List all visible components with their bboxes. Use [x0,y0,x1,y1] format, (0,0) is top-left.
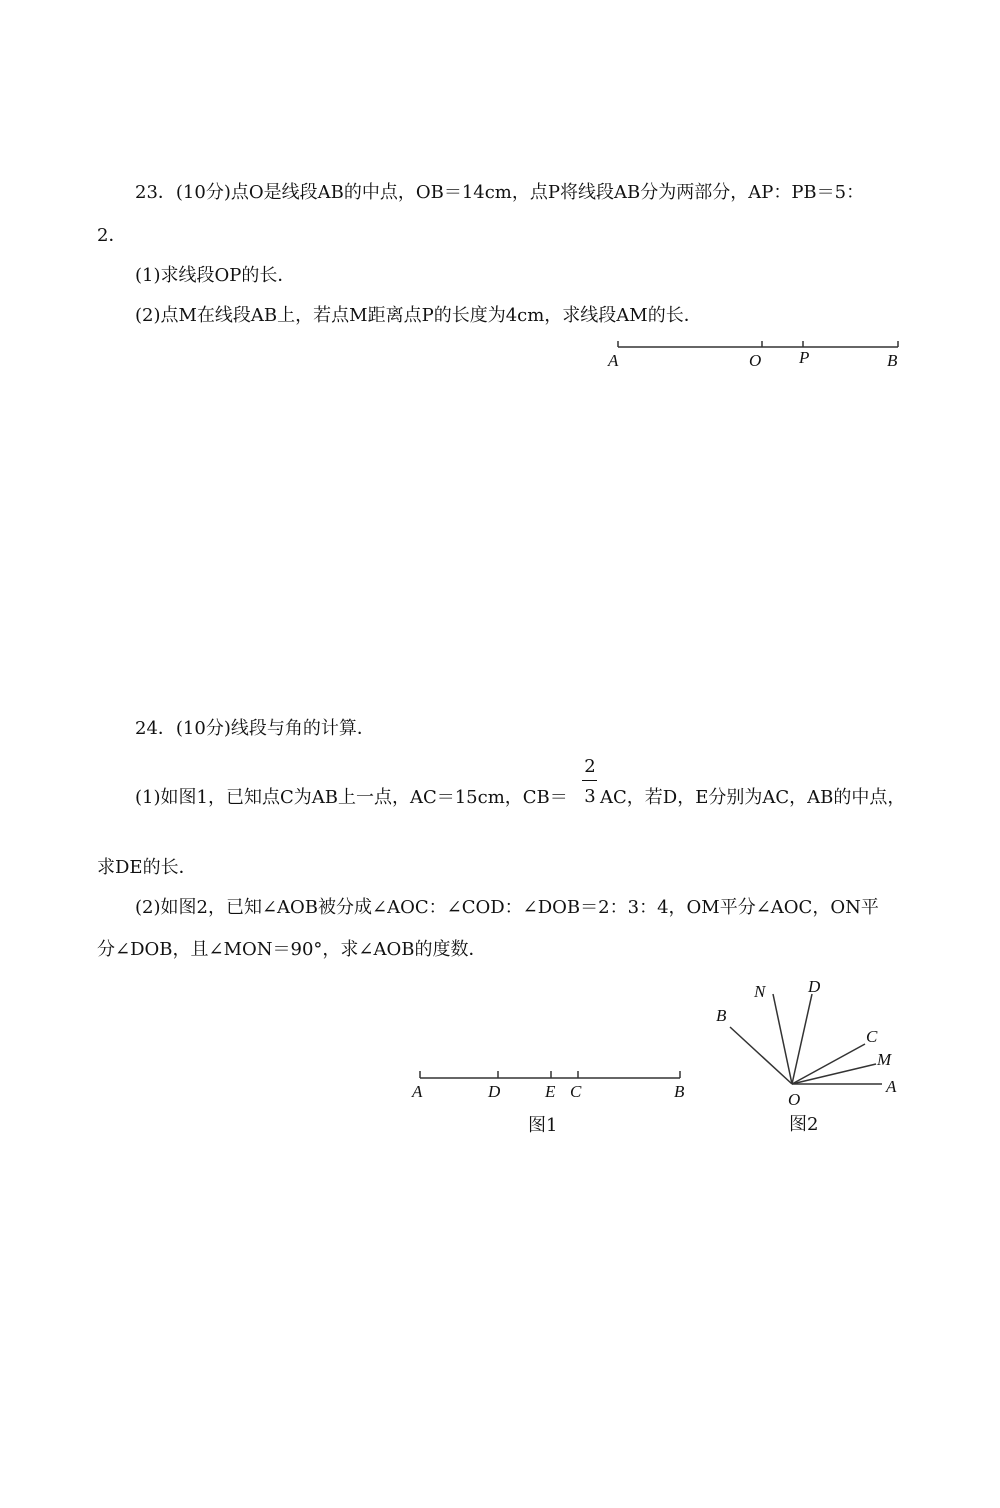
ray-od [792,994,812,1084]
figure2-caption: 图2 [789,1114,819,1135]
q23-part1: (1)求线段OP的长． [135,265,296,286]
label-c: C [570,1082,582,1101]
label-o: O [788,1090,801,1109]
q23-line1: 23．(10分)点O是线段AB的中点，OB＝14cm，点P将线段AB分为两部分，AP：PB＝5： [135,182,865,203]
label-a: A [886,1077,897,1096]
q24-figure1 [400,1060,700,1140]
q24-line1: 24．(10分)线段与角的计算． [135,718,375,739]
label-c: C [866,1027,878,1046]
ray-ob [730,1027,792,1084]
label-a: A [412,1082,423,1101]
label-d: D [808,977,821,996]
label-b: B [887,351,898,370]
label-o: O [749,351,762,370]
label-b: B [716,1006,727,1025]
q24-part2-a: (2)如图2，已知∠AOB被分成∠AOC：∠COD：∠DOB＝2：3：4，OM平分∠AOC，ON平 [135,897,879,918]
fraction-bar [582,780,597,781]
label-m: M [877,1050,892,1069]
ray-on [773,994,792,1084]
q23-line2: 2． [97,225,127,246]
q24-figure2 [700,970,920,1140]
q24-part2-b: 分∠DOB，且∠MON＝90°，求∠AOB的度数． [97,939,487,960]
ray-om [792,1064,876,1084]
q23-segment-figure [600,335,910,375]
fraction-numerator: 2 [584,756,596,777]
q23-part2: (2)点M在线段AB上，若点M距离点P的长度为4cm，求线段AM的长． [135,305,702,326]
ray-oc [792,1044,865,1084]
q24-part1-c: 求DE的长． [97,857,197,878]
fraction-denominator: 3 [584,786,596,807]
label-p: P [799,348,810,367]
label-d: D [488,1082,501,1101]
label-b: B [674,1082,685,1101]
label-a: A [608,351,619,370]
figure1-caption: 图1 [528,1115,558,1136]
label-e: E [545,1082,556,1101]
q24-part1-b: AC，若D，E分别为AC，AB的中点， [600,787,906,808]
label-n: N [754,982,766,1001]
q24-part1-a: (1)如图1，已知点C为AB上一点，AC＝15cm，CB＝ [135,787,568,808]
